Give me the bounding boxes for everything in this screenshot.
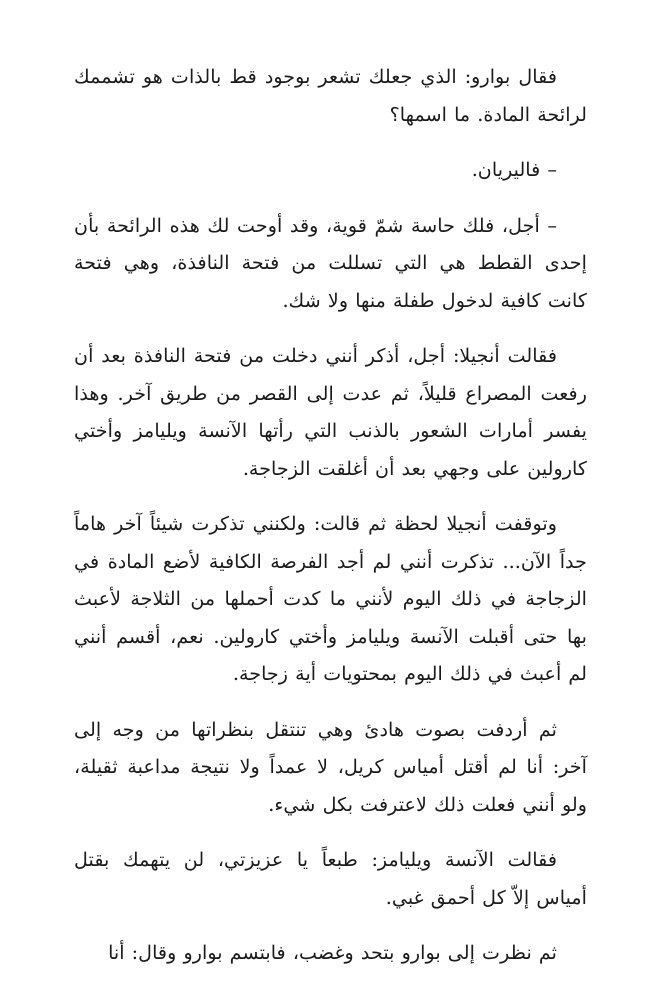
paragraph-angela-window: فقالت أنجيلا: أجل، أذكر أنني دخلت من فتحة النافذة بعد أن رفعت المصراع قليلاً، ثم عدت إلى القصر من طريق آخر. وهذا يفسر أمارات الشعور بالذنب التي رأتها الآنسة ويليامز وأختي كارولين على وجهي بعد أن أغلقت الزجاجة. — [74, 344, 587, 480]
paragraph-sense-of-smell: – أجل، فلك حاسة شمّ قوية، وقد أوحت لك هذه الرائحة بأن إحدى القطط هي التي تسللت من فتحة النافذة، وهي فتحة كانت كافية لدخول طفلة منها ولا شك. — [74, 213, 587, 312]
paragraph-poirot-smiles: ثم نظرت إلى بوارو بتحد وغضب، فابتسم بوارو وقال: أنا — [108, 941, 557, 964]
paragraph-angela-remembers: وتوقفت أنجيلا لحظة ثم قالت: ولكنني تذكرت شيئاً آخر هاماً جداً الآن... تذكرت أنني لم أجد الفرصة الكافية لأضع المادة في الزجاجة في ذلك اليوم لأنني ما كدت أحملها من الثلاجة لأعبث بها حتى أقبلت الآنسة ويليامز وأختي كارولين. نعم، أقسم أنني لم أعبث في ذلك اليوم بمحتويات أية زجاجة. — [74, 512, 587, 685]
paragraph-poirot-question: فقال بوارو: الذي جعلك تشعر بوجود قط بالذات هو تشممك لرائحة المادة. ما اسمها؟ — [74, 65, 587, 126]
paragraph-angela-denial: ثم أردفت بصوت هادئ وهي تنتقل بنظراتها من وجه إلى آخر: أنا لم أقتل أمياس كريل، لا عمداً ولا نتيجة مداعبة ثقيلة، ولو أنني فعلت ذلك لاعترفت بكل شيء. — [74, 717, 587, 816]
paragraph-valerian-answer: – فاليريان. — [471, 158, 557, 181]
paragraph-miss-williams: فقالت الآنسة ويليامز: طبعاً يا عزيزتي، لن يتهمك بقتل أمياس إلاّ كل أحمق غبي. — [74, 848, 587, 909]
